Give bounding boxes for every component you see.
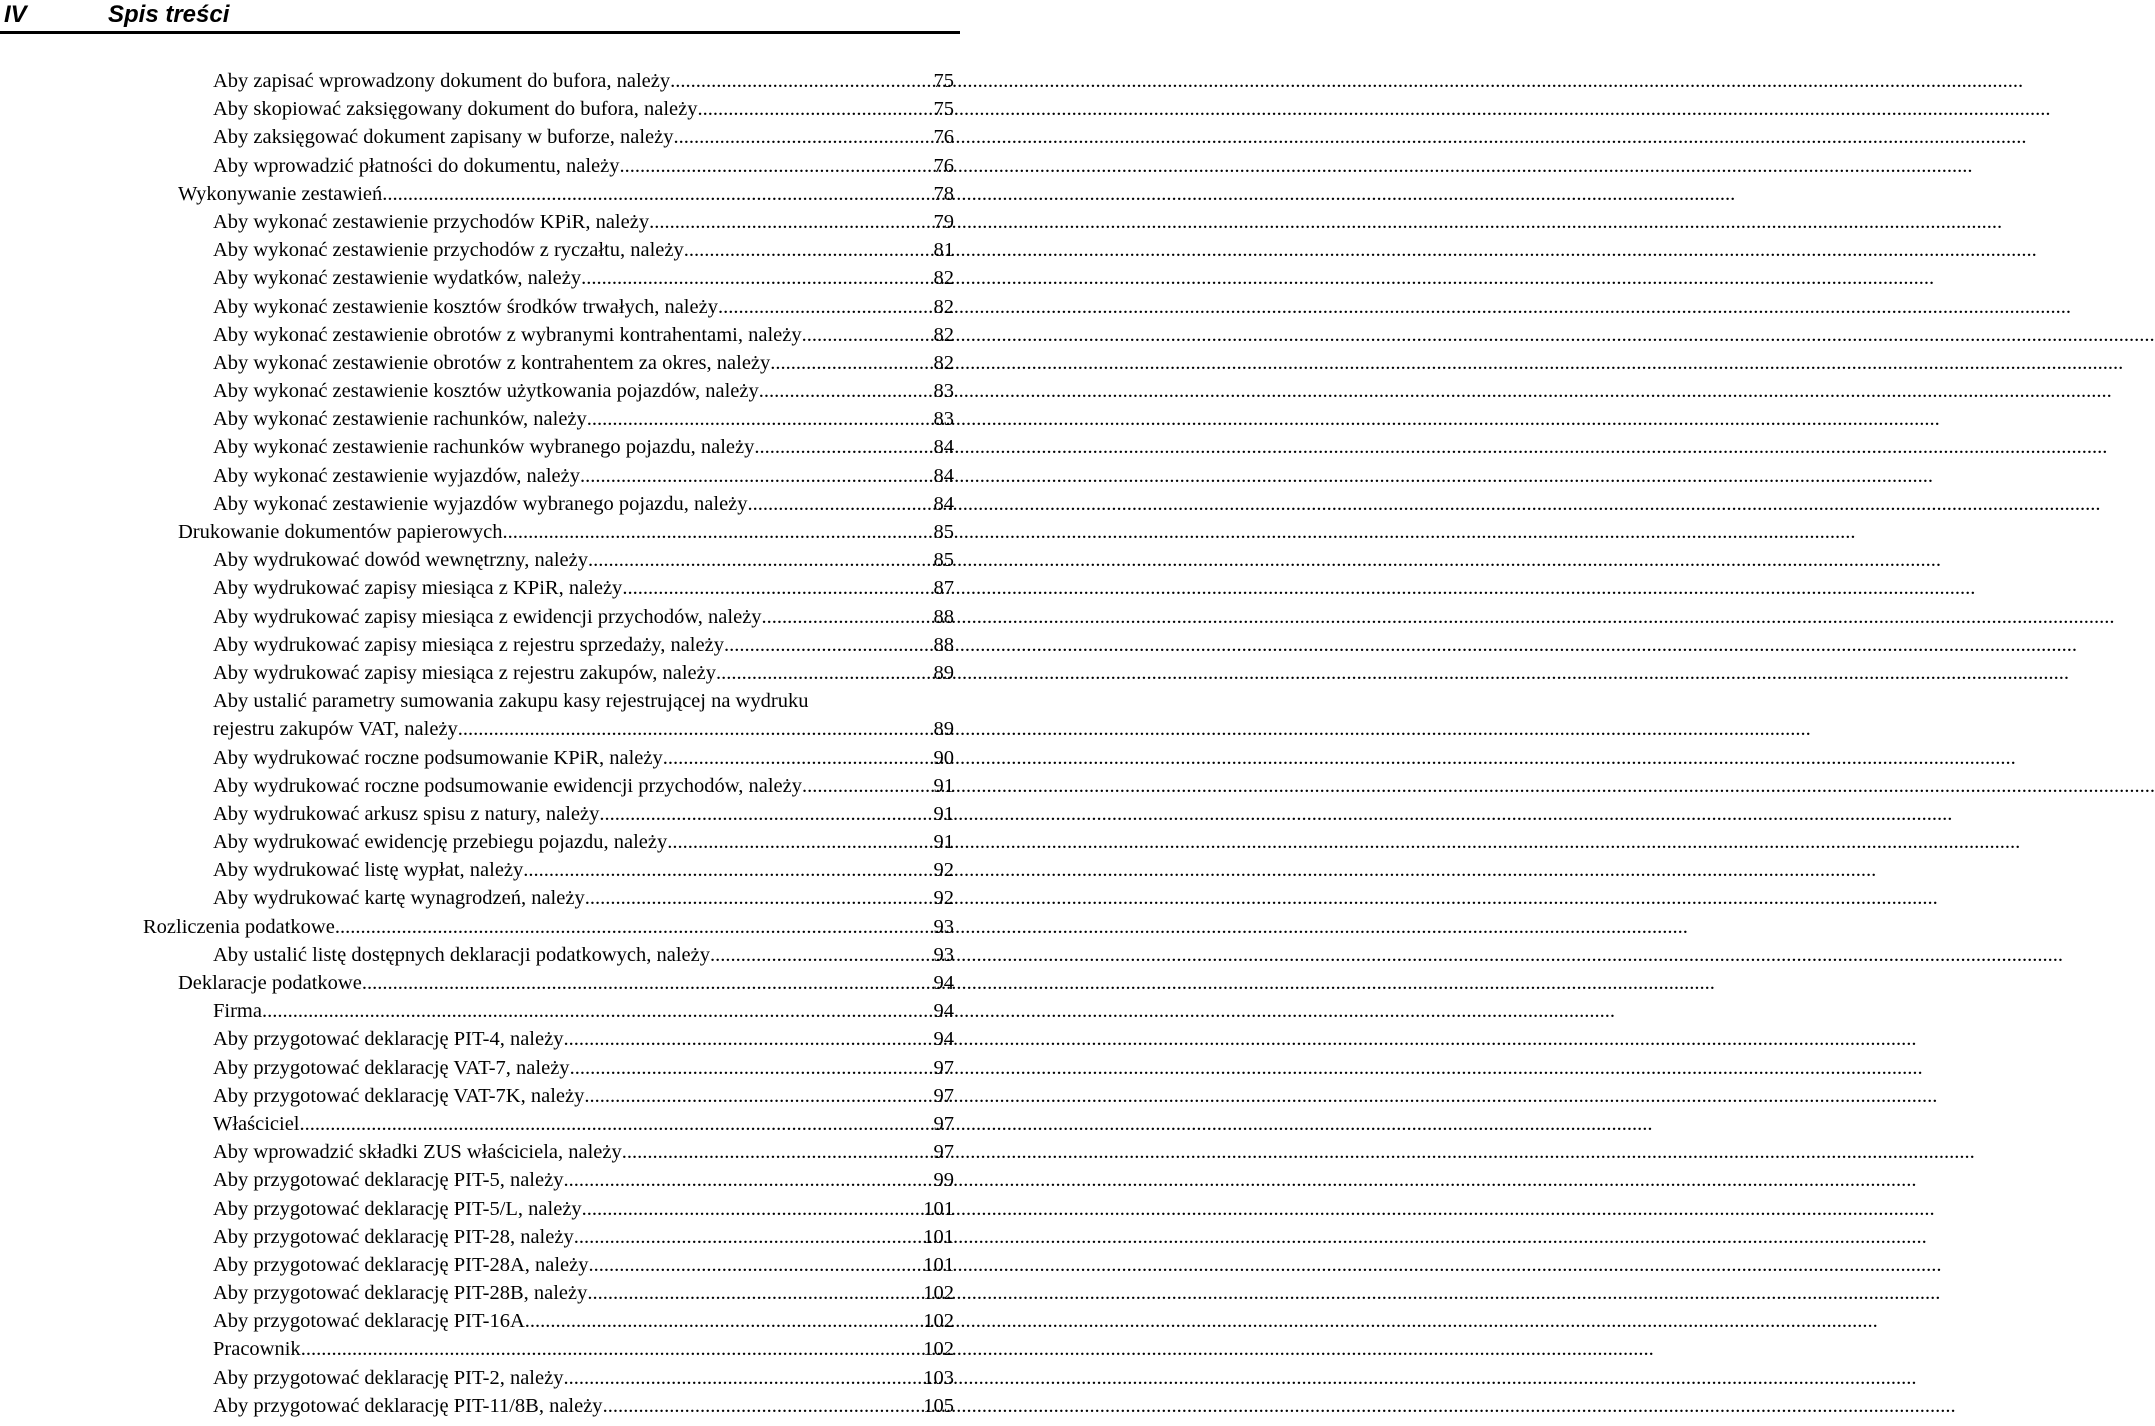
toc-entry-text: Aby wprowadzić płatności do dokumentu, należy	[213, 154, 620, 177]
dot-leader	[716, 659, 933, 687]
dot-leader	[581, 264, 933, 292]
toc-entry-text: Aby wykonać zestawienie wyjazdów, należy	[213, 464, 580, 487]
dot-leader	[770, 349, 933, 377]
toc-entry-page-number: 85	[933, 521, 954, 543]
toc-entry-page-number: 78	[933, 182, 954, 205]
dot-leader	[599, 800, 933, 828]
toc-entry[interactable]	[0, 1110, 960, 1138]
toc-entry-text-first-line: Aby ustalić parametry sumowania zakupu kasy rejestrującej na wydruku	[213, 690, 809, 713]
toc-entry-page-number: 84	[933, 492, 954, 515]
toc-entry-page-number: 91	[933, 831, 954, 854]
dot-leader	[589, 1251, 924, 1279]
toc-entry-text: Aby wykonać zestawienie obrotów z wybranymi kontrahentami, należy	[213, 323, 802, 346]
toc-entry-row	[0, 433, 960, 461]
toc-entry[interactable]	[0, 1195, 960, 1223]
toc-entry-text: Aby wydrukować dowód wewnętrzny, należy	[213, 549, 588, 572]
dot-leader	[674, 123, 934, 151]
toc-entry-row	[0, 1251, 960, 1279]
toc-entry-text: Aby wykonać zestawienie kosztów użytkowania pojazdów, należy	[213, 380, 759, 403]
dot-leader	[802, 321, 934, 349]
toc-entry-text: Aby wydrukować listę wypłat, należy	[213, 859, 524, 882]
toc-entry[interactable]	[0, 67, 960, 95]
page-title: Spis treści	[108, 1, 230, 28]
toc-entry-page-number: 94	[933, 972, 954, 994]
toc-entry-page-number: 85	[933, 549, 954, 572]
toc-entry-row	[0, 941, 960, 969]
toc-entry-page-number: 101	[923, 1225, 954, 1248]
toc-entry-row	[0, 1166, 960, 1194]
toc-entry-row	[0, 744, 960, 772]
toc-entry-row	[0, 1082, 960, 1110]
toc-entry-page-number: 87	[933, 577, 954, 600]
toc-entry[interactable]	[0, 856, 960, 884]
toc-entry-text: Aby wykonać zestawienie obrotów z kontrahentem za okres, należy	[213, 351, 771, 374]
toc-entry-text: Pracownik	[213, 1338, 301, 1361]
toc-entry[interactable]	[0, 1392, 960, 1420]
toc-entry-row	[0, 123, 960, 151]
toc-entry-page-number: 102	[923, 1310, 954, 1333]
toc-entry-text: Aby przygotować deklarację VAT-7K, należy	[213, 1084, 585, 1107]
toc-entry-text: Aby wydrukować zapisy miesiąca z ewidencji przychodów, należy	[213, 605, 762, 628]
toc-entry-row	[0, 828, 960, 856]
toc-entry-text: Aby skopiować zaksięgowany dokument do bufora, należy	[213, 98, 698, 121]
toc-entry[interactable]	[0, 405, 960, 433]
toc-entry-row	[0, 969, 960, 997]
toc-entry-page-number: 83	[933, 380, 954, 403]
toc-entry-text: Aby wykonać zestawienie rachunków wybranego pojazdu, należy	[213, 436, 755, 459]
dot-leader	[754, 433, 933, 461]
dot-leader	[759, 377, 934, 405]
toc-entry-page-number: 75	[933, 70, 954, 92]
toc-entry[interactable]	[0, 969, 960, 997]
toc-entry-page-number: 81	[933, 239, 954, 262]
toc-entry-row	[0, 377, 960, 405]
toc-entry-page-number: 92	[933, 887, 954, 910]
dot-leader	[724, 631, 934, 659]
toc-entry[interactable]	[0, 1025, 960, 1053]
toc-entry-page-number: 93	[933, 943, 954, 966]
toc-entry-text: Aby przygotować deklarację PIT-28A, należy	[213, 1253, 589, 1276]
toc-entry-page-number: 97	[933, 1084, 954, 1107]
toc-entry-page-number: 88	[933, 633, 954, 656]
dot-leader	[584, 1082, 933, 1110]
toc-entry[interactable]	[0, 123, 960, 151]
toc-entry-text: Aby wydrukować ewidencję przebiegu pojazdu, należy	[213, 831, 668, 854]
toc-entry-text: Wykonywanie zestawień	[178, 182, 383, 205]
toc-entry-text: Aby przygotować deklarację PIT-2, należy	[213, 1366, 564, 1389]
toc-entry-row	[0, 1279, 960, 1307]
dot-leader	[382, 180, 933, 208]
toc-entry-text: Aby przygotować deklarację PIT-16A	[213, 1310, 525, 1333]
toc-entry-page-number: 91	[933, 774, 954, 797]
toc-entry[interactable]	[0, 95, 960, 123]
toc-entry[interactable]	[0, 518, 960, 546]
toc-entry-page-number: 97	[933, 1141, 954, 1164]
toc-entry-row	[0, 603, 960, 631]
toc-entry-page-number: 102	[923, 1338, 954, 1361]
toc-entry[interactable]	[0, 152, 960, 180]
toc-entry[interactable]	[0, 941, 960, 969]
toc-entry-row	[0, 659, 960, 687]
toc-entry-text: Aby zapisać wprowadzony dokument do bufora, należy	[213, 70, 671, 92]
toc-entry[interactable]	[0, 631, 960, 659]
dot-leader	[663, 744, 934, 772]
toc-entry-text: Aby zaksięgować dokument zapisany w buforze, należy	[213, 126, 674, 149]
toc-entry[interactable]	[0, 828, 960, 856]
toc-entry-page-number: 84	[933, 464, 954, 487]
toc-entry-text: Aby wydrukować arkusz spisu z natury, należy	[213, 802, 600, 825]
dot-leader	[301, 1335, 924, 1363]
toc-entry-row	[0, 1335, 960, 1363]
dot-leader	[670, 67, 933, 95]
toc-entry-row	[0, 913, 960, 941]
dot-leader	[585, 884, 934, 912]
toc-entry-text: Właściciel	[213, 1112, 300, 1135]
toc-entry[interactable]	[0, 1279, 960, 1307]
toc-entry[interactable]	[0, 264, 960, 292]
dot-leader	[335, 913, 934, 941]
toc-entry-page-number: 75	[933, 98, 954, 121]
toc-entry-page-number: 90	[933, 746, 954, 769]
toc-entry-row	[0, 349, 960, 377]
toc-entry[interactable]	[0, 462, 960, 490]
dot-leader	[622, 1138, 934, 1166]
toc-entry-text: Aby przygotować deklarację PIT-28, należy	[213, 1225, 574, 1248]
toc-entry-row	[0, 1195, 960, 1223]
toc-entry[interactable]	[0, 913, 960, 941]
toc-entry-text: Aby przygotować deklarację VAT-7, należy	[213, 1056, 570, 1079]
toc-entry-text: Aby wydrukować kartę wynagrodzeń, należy	[213, 887, 585, 910]
dot-leader	[619, 152, 933, 180]
dot-leader	[580, 462, 934, 490]
dot-leader	[748, 490, 934, 518]
toc-entry-text: Aby wykonać zestawienie przychodów z ryczałtu, należy	[213, 239, 684, 262]
toc-entry-row	[0, 546, 960, 574]
header-rule	[0, 31, 960, 34]
toc-entry-text: Aby przygotować deklarację PIT-5, należy	[213, 1169, 564, 1192]
dot-leader	[649, 208, 933, 236]
toc-entry[interactable]	[0, 659, 960, 687]
toc-entry-page-number: 91	[933, 802, 954, 825]
dot-leader	[622, 574, 933, 602]
toc-entry-text: Deklaracje podatkowe	[178, 972, 362, 994]
toc-entry-page-number: 101	[923, 1253, 954, 1276]
dot-leader	[667, 828, 933, 856]
dot-leader	[523, 856, 933, 884]
toc-entry-page-number: 93	[933, 915, 954, 938]
toc-entry[interactable]	[0, 603, 960, 631]
dot-leader	[603, 1392, 924, 1420]
toc-entry[interactable]	[0, 884, 960, 912]
toc-entry-text: Aby wykonać zestawienie kosztów środków trwałych, należy	[213, 295, 718, 318]
toc-entry-text: Aby wydrukować zapisy miesiąca z rejestru zakupów, należy	[213, 661, 717, 684]
dot-leader	[762, 603, 934, 631]
toc-entry-page-number: 89	[933, 718, 954, 741]
dot-leader	[802, 772, 934, 800]
table-of-contents	[0, 67, 960, 1420]
toc-entry-row	[0, 772, 960, 800]
toc-entry-text: Aby ustalić listę dostępnych deklaracji podatkowych, należy	[213, 943, 710, 966]
toc-entry-row	[0, 405, 960, 433]
toc-entry-page-number: 102	[923, 1282, 954, 1305]
toc-entry-page-number: 103	[923, 1366, 954, 1389]
toc-entry[interactable]	[0, 744, 960, 772]
toc-entry-page-number: 105	[923, 1394, 954, 1417]
toc-entry-text: Aby wykonać zestawienie przychodów KPiR, należy	[213, 210, 650, 233]
dot-leader	[262, 997, 934, 1025]
toc-entry-page-number: 79	[933, 210, 954, 233]
toc-entry-page-number: 83	[933, 408, 954, 431]
toc-entry-page-number: 89	[933, 661, 954, 684]
toc-entry-text: Aby wydrukować zapisy miesiąca z rejestru sprzedaży, należy	[213, 633, 724, 656]
dot-leader	[582, 1195, 924, 1223]
toc-entry-row	[0, 208, 960, 236]
toc-entry[interactable]	[0, 1335, 960, 1363]
dot-leader	[574, 1223, 924, 1251]
toc-entry-row	[0, 1025, 960, 1053]
toc-entry[interactable]	[0, 433, 960, 461]
toc-entry[interactable]	[0, 321, 960, 349]
toc-entry-row	[0, 321, 960, 349]
dot-leader	[587, 405, 934, 433]
toc-entry-page-number: 99	[933, 1169, 954, 1192]
toc-entry[interactable]	[0, 1082, 960, 1110]
dot-leader	[563, 1166, 933, 1194]
toc-entry-page-number: 82	[933, 323, 954, 346]
dot-leader	[570, 1054, 934, 1082]
dot-leader	[300, 1110, 934, 1138]
toc-entry-text: Aby przygotować deklarację PIT-11/8B, należy	[213, 1394, 603, 1417]
toc-entry-page-number: 94	[933, 1000, 954, 1023]
toc-entry-text: Aby wykonać zestawienie rachunków, należy	[213, 408, 587, 431]
toc-entry-page-number: 82	[933, 351, 954, 374]
toc-entry-text: Aby wykonać zestawienie wyjazdów wybranego pojazdu, należy	[213, 492, 748, 515]
toc-entry-page-number: 97	[933, 1056, 954, 1079]
toc-entry[interactable]	[0, 1223, 960, 1251]
toc-entry[interactable]	[0, 349, 960, 377]
toc-entry[interactable]	[0, 772, 960, 800]
toc-entry-row	[0, 631, 960, 659]
toc-entry-row	[0, 1307, 960, 1335]
dot-leader	[710, 941, 934, 969]
toc-entry-page-number: 82	[933, 267, 954, 290]
toc-entry-row	[0, 1223, 960, 1251]
toc-entry-text: Aby przygotować deklarację PIT-5/L, należy	[213, 1197, 582, 1220]
toc-entry-text: Aby wydrukować roczne podsumowanie ewidencji przychodów, należy	[213, 774, 802, 797]
toc-entry-page-number: 76	[933, 126, 954, 149]
dot-leader	[362, 969, 934, 997]
toc-entry-text: Aby wydrukować zapisy miesiąca z KPiR, należy	[213, 577, 623, 600]
toc-entry-row	[0, 884, 960, 912]
toc-entry[interactable]	[0, 377, 960, 405]
toc-entry-row	[0, 1392, 960, 1420]
toc-entry-row	[0, 1054, 960, 1082]
dot-leader	[587, 1279, 923, 1307]
toc-entry-text: rejestru zakupów VAT, należy	[213, 718, 458, 741]
toc-entry-row	[0, 67, 960, 95]
toc-entry[interactable]	[0, 490, 960, 518]
toc-entry-text: Aby wprowadzić składki ZUS właściciela, należy	[213, 1141, 622, 1164]
toc-entry[interactable]	[0, 1364, 960, 1392]
toc-entry-row	[0, 997, 960, 1025]
toc-entry-text: Drukowanie dokumentów papierowych	[178, 521, 503, 543]
toc-entry[interactable]	[0, 997, 960, 1025]
toc-entry[interactable]	[0, 800, 960, 828]
toc-entry-page-number: 101	[923, 1197, 954, 1220]
toc-entry-row	[0, 490, 960, 518]
toc-entry-page-number: 76	[933, 154, 954, 177]
toc-entry-page-number: 88	[933, 605, 954, 628]
toc-entry-row	[0, 715, 960, 743]
dot-leader	[503, 518, 934, 546]
toc-entry-row	[0, 1138, 960, 1166]
toc-entry[interactable]	[0, 1138, 960, 1166]
toc-entry[interactable]	[0, 1251, 960, 1279]
toc-entry-page-number: 84	[933, 436, 954, 459]
dot-leader	[697, 95, 933, 123]
toc-entry-row	[0, 293, 960, 321]
dot-leader	[458, 715, 934, 743]
toc-entry[interactable]	[0, 546, 960, 574]
dot-leader	[563, 1025, 933, 1053]
toc-entry-row	[0, 264, 960, 292]
dot-leader	[525, 1307, 923, 1335]
dot-leader	[563, 1364, 923, 1392]
toc-entry-text: Firma	[213, 1000, 262, 1023]
toc-entry-row	[0, 180, 960, 208]
toc-entry-page-number: 92	[933, 859, 954, 882]
toc-entry[interactable]	[0, 1307, 960, 1335]
dot-leader	[588, 546, 934, 574]
dot-leader	[718, 293, 934, 321]
toc-entry[interactable]	[0, 180, 960, 208]
toc-entry-row	[0, 574, 960, 602]
toc-entry-row	[0, 856, 960, 884]
chapter-number: IV	[4, 1, 27, 28]
toc-entry[interactable]	[0, 293, 960, 321]
toc-entry-page-number: 97	[933, 1112, 954, 1135]
page-header	[0, 0, 960, 34]
dot-leader	[684, 236, 934, 264]
toc-entry-text: Aby przygotować deklarację PIT-28B, należy	[213, 1282, 588, 1305]
toc-entry-row	[0, 236, 960, 264]
toc-entry-row	[0, 152, 960, 180]
toc-entry-text: Aby wydrukować roczne podsumowanie KPiR, należy	[213, 746, 663, 769]
toc-entry-row	[0, 518, 960, 546]
toc-entry[interactable]	[0, 1166, 960, 1194]
toc-entry[interactable]	[0, 574, 960, 602]
toc-entry[interactable]	[0, 1054, 960, 1082]
toc-entry-row	[0, 1364, 960, 1392]
toc-entry-text: Rozliczenia podatkowe	[143, 915, 335, 938]
toc-entry-page-number: 94	[933, 1028, 954, 1051]
toc-entry[interactable]	[0, 687, 960, 743]
toc-entry-text: Aby przygotować deklarację PIT-4, należy	[213, 1028, 564, 1051]
toc-entry-row	[0, 1110, 960, 1138]
toc-entry-row	[0, 95, 960, 123]
toc-entry-text: Aby wykonać zestawienie wydatków, należy	[213, 267, 582, 290]
toc-entry-row	[0, 800, 960, 828]
toc-entry-page-number: 82	[933, 295, 954, 318]
toc-entry[interactable]	[0, 208, 960, 236]
toc-entry-row	[0, 462, 960, 490]
toc-entry[interactable]	[0, 236, 960, 264]
